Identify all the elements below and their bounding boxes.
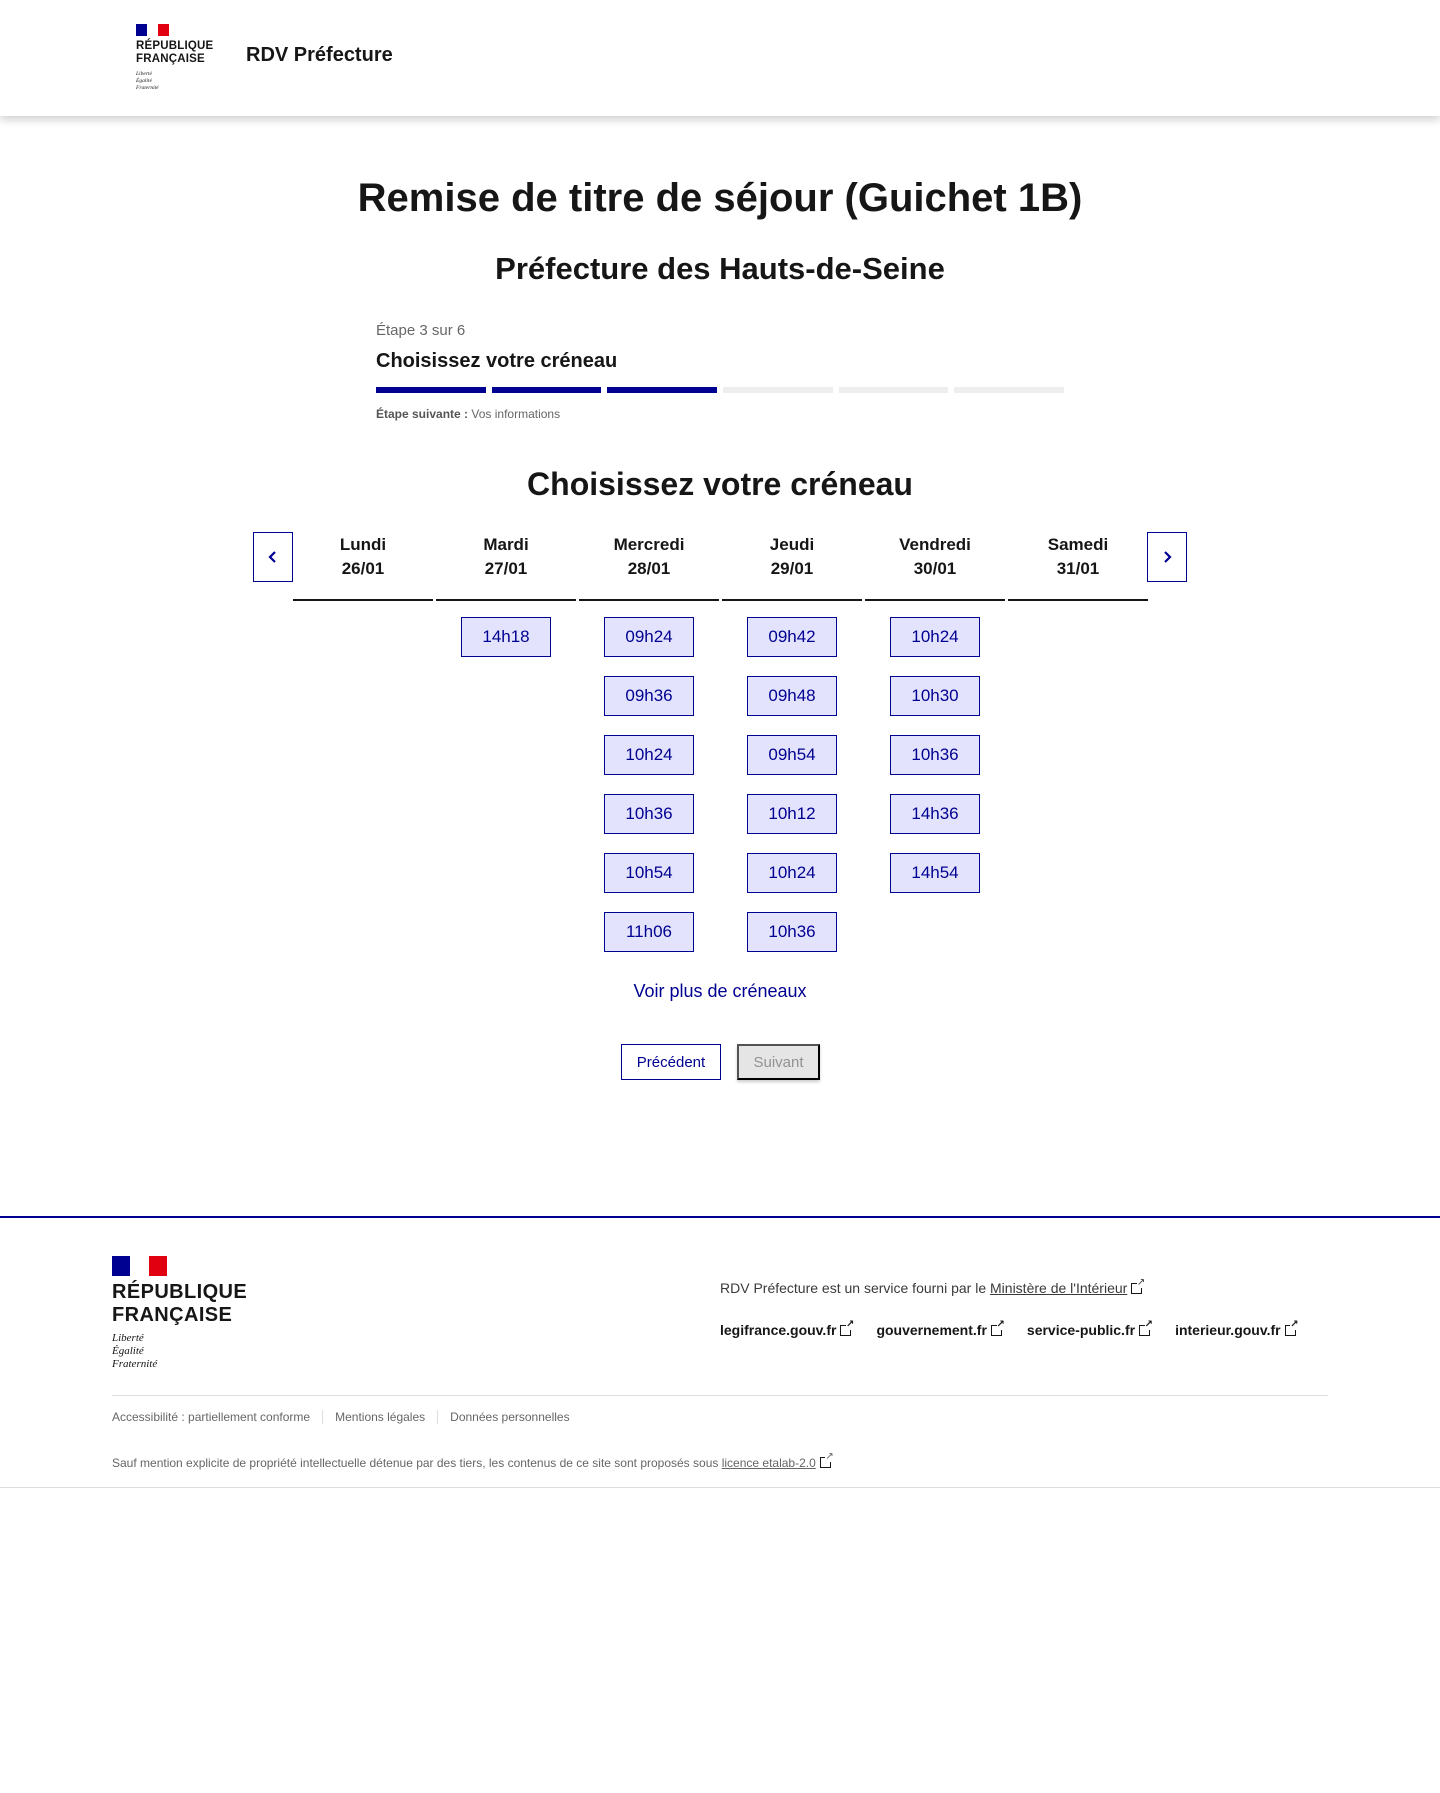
step-segment <box>607 387 717 393</box>
next-button[interactable]: Suivant <box>737 1044 820 1080</box>
republique-francaise-logo[interactable] <box>136 24 216 92</box>
logo-text: RÉPUBLIQUE FRANÇAISE <box>136 40 214 65</box>
chevron-left-icon <box>267 550 279 564</box>
step-segment <box>839 387 949 393</box>
day-column <box>293 532 433 952</box>
section-title: Choisissez votre créneau <box>527 466 913 502</box>
site-footer <box>0 1216 1440 1488</box>
footer-bottom-link[interactable]: Mentions légales <box>322 1410 437 1424</box>
day-date: 26/01 <box>341 559 385 578</box>
day-date: 28/01 <box>627 559 671 578</box>
step-segment <box>954 387 1064 393</box>
footer-license <box>112 1456 831 1470</box>
ministry-link[interactable] <box>990 1280 1142 1296</box>
external-link-icon <box>840 1325 851 1336</box>
time-slot-button[interactable]: 09h36 <box>604 676 694 716</box>
footer-link-label: gouvernement.fr <box>876 1322 987 1338</box>
time-slot-button[interactable]: 09h24 <box>604 617 694 657</box>
time-slot-button[interactable]: 14h54 <box>890 853 980 893</box>
external-link-icon <box>991 1325 1002 1336</box>
footer-link[interactable] <box>720 1322 851 1338</box>
step-next-label: Étape suivante : <box>376 407 469 421</box>
calendar-days <box>293 532 1147 952</box>
day-name: Mardi <box>483 535 529 554</box>
day-name: Jeudi <box>769 535 815 554</box>
footer-bottom-links <box>112 1410 582 1424</box>
day-header <box>1008 532 1148 601</box>
day-date: 30/01 <box>913 559 957 578</box>
site-header <box>0 0 1440 116</box>
step-count: Étape 3 sur 6 <box>376 322 466 339</box>
time-slot-button[interactable]: 10h24 <box>604 735 694 775</box>
day-header <box>722 532 862 601</box>
step-segment <box>723 387 833 393</box>
time-slot-button[interactable]: 10h12 <box>747 794 837 834</box>
footer-link-label: service-public.fr <box>1026 1322 1136 1338</box>
step-progress-bar <box>376 387 1064 393</box>
slot-list <box>604 617 694 952</box>
day-name: Samedi <box>1047 535 1109 554</box>
slot-list <box>890 617 980 893</box>
flag-icon <box>136 24 169 36</box>
footer-logo-text: RÉPUBLIQUE FRANÇAISE <box>112 1281 248 1326</box>
day-column <box>722 532 862 952</box>
slot-list <box>747 617 837 952</box>
external-link-icon <box>1131 1283 1142 1294</box>
footer-bottom-link[interactable]: Accessibilité : partiellement conforme <box>112 1410 311 1424</box>
footer-divider <box>112 1395 1328 1396</box>
day-column <box>1008 532 1148 952</box>
chevron-right-icon <box>1161 550 1173 564</box>
time-slot-button[interactable]: 11h06 <box>604 912 694 952</box>
footer-link-label: legifrance.gouv.fr <box>720 1322 837 1338</box>
footer-link-label: interieur.gouv.fr <box>1175 1322 1281 1338</box>
footer-link[interactable] <box>1027 1322 1150 1338</box>
site-title[interactable]: RDV Préfecture <box>246 44 393 66</box>
day-header <box>579 532 719 601</box>
stepper <box>376 322 1064 421</box>
footer-link[interactable] <box>876 1322 1001 1338</box>
step-segment <box>492 387 602 393</box>
page-subtitle: Préfecture des Hauts-de-Seine <box>495 251 945 286</box>
external-link-icon <box>1139 1325 1150 1336</box>
day-name: Lundi <box>339 535 387 554</box>
footer-link[interactable] <box>1175 1322 1296 1338</box>
logo-motto: Liberté Égalité Fraternité <box>136 71 159 91</box>
time-slot-button[interactable]: 10h36 <box>747 912 837 952</box>
day-date: 31/01 <box>1056 559 1100 578</box>
flag-icon <box>112 1256 167 1276</box>
time-slot-button[interactable]: 09h48 <box>747 676 837 716</box>
more-slots-link[interactable]: Voir plus de créneaux <box>633 981 807 1001</box>
day-name: Vendredi <box>899 535 971 554</box>
day-header <box>865 532 1005 601</box>
day-date: 27/01 <box>484 559 528 578</box>
time-slot-button[interactable]: 10h30 <box>890 676 980 716</box>
footer-description <box>720 1280 1142 1296</box>
previous-week-button[interactable] <box>253 532 293 582</box>
footer-logo[interactable] <box>112 1256 247 1371</box>
next-week-button[interactable] <box>1147 532 1187 582</box>
day-date: 29/01 <box>770 559 814 578</box>
time-slot-button[interactable]: 10h36 <box>890 735 980 775</box>
footer-description-text: RDV Préfecture est un service fourni par le <box>720 1280 987 1296</box>
day-column <box>865 532 1005 952</box>
time-slot-button[interactable]: 09h54 <box>747 735 837 775</box>
license-link[interactable] <box>722 1456 831 1470</box>
footer-bottom-link[interactable]: Données personnelles <box>437 1410 581 1424</box>
day-header <box>293 532 433 601</box>
license-text: Sauf mention explicite de propriété intellectuelle détenue par des tiers, les contenus de ce site sont proposés sous <box>112 1456 719 1470</box>
day-header <box>436 532 576 601</box>
time-slot-button[interactable]: 14h18 <box>461 617 551 657</box>
time-slot-button[interactable]: 10h24 <box>747 853 837 893</box>
ministry-link-label: Ministère de l'Intérieur <box>990 1280 1128 1296</box>
day-name: Mercredi <box>613 535 685 554</box>
previous-button[interactable]: Précédent <box>621 1044 721 1080</box>
footer-logo-motto: Liberté Égalité Fraternité <box>112 1332 158 1370</box>
step-next-value: Vos informations <box>471 407 561 421</box>
time-slot-button[interactable]: 10h24 <box>890 617 980 657</box>
license-link-label: licence etalab-2.0 <box>721 1456 816 1470</box>
day-column <box>579 532 719 952</box>
time-slot-button[interactable]: 10h36 <box>604 794 694 834</box>
external-link-icon <box>820 1457 831 1468</box>
step-title: Choisissez votre créneau <box>376 350 618 372</box>
time-slot-button[interactable]: 14h36 <box>890 794 980 834</box>
time-slot-button[interactable]: 10h54 <box>604 853 694 893</box>
step-segment <box>376 387 486 393</box>
external-link-icon <box>1285 1325 1296 1336</box>
step-next <box>376 407 1064 421</box>
time-slot-button[interactable]: 09h42 <box>747 617 837 657</box>
footer-links <box>720 1322 1296 1338</box>
slot-list <box>461 617 551 657</box>
page-title: Remise de titre de séjour (Guichet 1B) <box>357 176 1083 220</box>
day-column <box>436 532 576 952</box>
